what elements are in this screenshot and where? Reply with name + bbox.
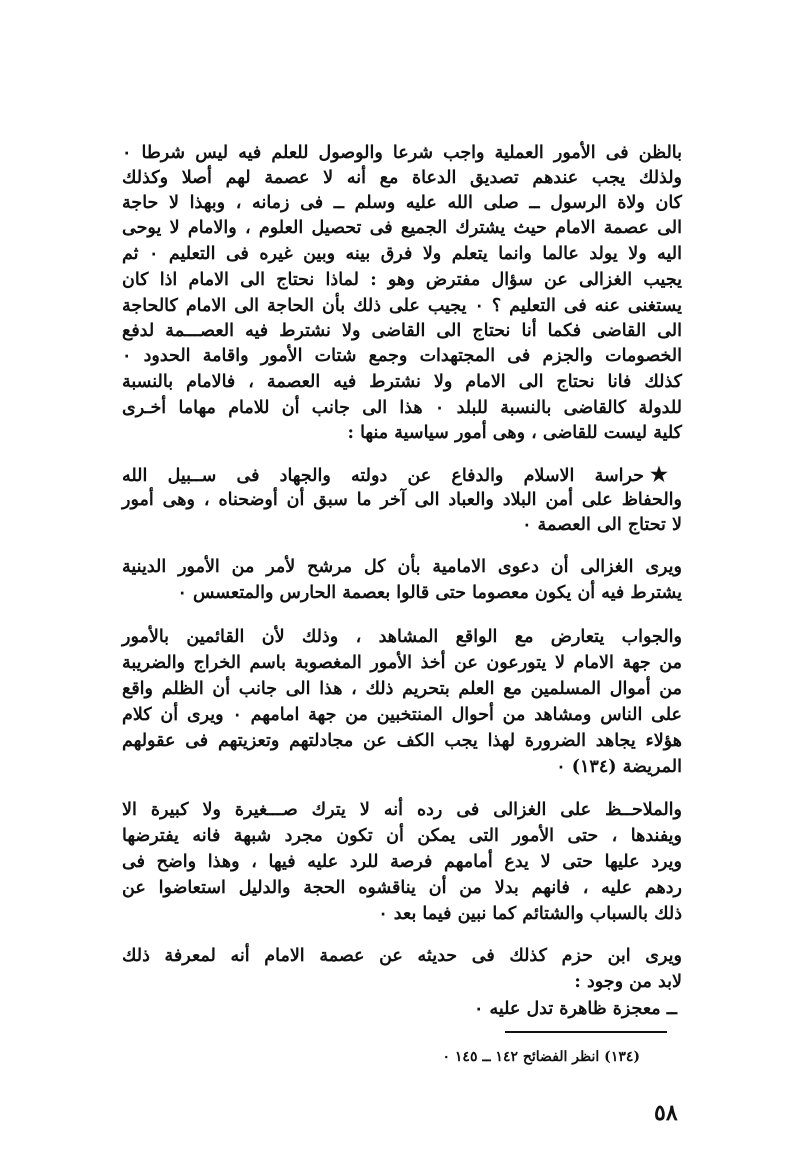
- text-line: الى القاضى فكما أنا نحتاج الى القاضى ولا نشترط فيه العصـــمة لدفع: [122, 321, 682, 341]
- text-line: بالظن فى الأمور العملية واجب شرعا والوصول للعلم فيه ليس شرطا ٠: [122, 143, 682, 163]
- text-line: كذلك فانا نحتاج الى الامام ولا نشترط فيه العصمة ، فالامام بالنسبة: [122, 372, 682, 392]
- text-line: للدولة كالقاضى بالنسبة للبلد ٠ هذا الى جانب أن للامام مهاما أخـرى: [122, 398, 682, 418]
- text-line: المريضة (١٣٤) ٠: [556, 757, 682, 777]
- list-item: ــ معجزة ظاهرة تدل عليه ٠: [473, 999, 677, 1019]
- text-line: من أموال المسلمين مع العلم بتحريم ذلك ، هذا الى جانب أن الظلم واقع: [122, 679, 682, 699]
- text-line: الخصومات والجزم فى المجتهدات وجمع شتات الأمور واقامة الحدود ٠: [122, 346, 682, 366]
- text-line: والجواب يتعارض مع الواقع المشاهد ، وذلك لأن القائمين بالأمور: [122, 627, 682, 647]
- text-line: كلية ليست للقاضى ، وهى أمور سياسية منها :: [347, 423, 682, 443]
- text-line: الى عصمة الامام حيث يشترك الجميع فى تحصيل العلوم ، والامام لا يوحى: [122, 218, 682, 238]
- text-line: كان ولاة الرسول ــ صلى الله عليه وسلم ــ فى زمانه ، وبهذا لا حاجة: [122, 193, 682, 213]
- star-paragraph-line: [122, 462, 682, 488]
- page-number: ٥٨: [654, 1100, 678, 1126]
- text-line: ولذلك يجب عندهم تصديق الدعاة مع أنه لا عصمة لهم أصلا وكذلك: [122, 168, 682, 188]
- text-line: من جهة الامام لا يتورعون عن أخذ الأمور المغصوبة باسم الخراج والضريبة: [122, 653, 682, 673]
- text-line: ذلك بالسباب والشتائم كما نبين فيما بعد ٠: [378, 904, 682, 924]
- text-line: يجيب الغزالى عن سؤال مفترض وهو : لماذا نحتاج الى الامام اذا كان: [122, 270, 682, 290]
- text-line: والملاحــظ على الغزالى فى رده أنه لا يترك صـــغيرة ولا كبيرة الا: [122, 800, 682, 820]
- text-line: هؤلاء يجاهد الضرورة لهذا يجب الكف عن مجادلتهم وتعزيتهم فى عقولهم: [122, 731, 682, 751]
- text-line: يشترط فيه أن يكون معصوما حتى قالوا بعصمة الحارس والمتعسس ٠: [177, 583, 682, 603]
- text-line: ويفندها ، حتى الأمور التى يمكن أن تكون مجرد شبهة فانه يفترضها: [122, 826, 682, 846]
- star-icon: ★: [649, 462, 682, 486]
- text-line: حراسة الاسلام والدفاع عن دولته والجهاد فى ســبيل الله: [122, 466, 644, 486]
- text-line: والحفاظ على أمن البلاد والعباد الى آخر ما سبق أن أوضحناه ، وهى أمور: [122, 490, 682, 510]
- footnote-divider: [505, 1031, 667, 1033]
- text-line: يستغنى عنه فى التعليم ؟ ٠ يجيب على ذلك بأن الحاجة الى الامام كالحاجة: [122, 296, 682, 316]
- text-line: اليه ولا يولد عالما وانما يتعلم ولا فرق بينه وبين غيره فى التعليم ٠ ثم: [122, 244, 682, 264]
- text-line: على الناس ومشاهد من أحوال المنتخبين من جهة امامهم ٠ ويرى أن كلام: [122, 705, 682, 725]
- text-line: لا تحتاج الى العصمة ٠: [522, 515, 682, 535]
- text-line: ردهم عليه ، فانهم بدلا من أن يناقشوه الحجة والدليل استعاضوا عن: [122, 878, 682, 898]
- text-line: ويرى ابن حزم كذلك فى حديثه عن عصمة الامام أنه لمعرفة ذلك: [122, 946, 682, 966]
- text-line: ويرد عليها حتى لا يدع أمامهم فرصة للرد عليه فيها ، وهذا واضح فى: [122, 852, 682, 872]
- text-line: لابد من وجود :: [574, 972, 682, 992]
- text-line: ويرى الغزالى أن دعوى الامامية بأن كل مرشح لأمر من الأمور الدينية: [122, 557, 682, 577]
- footnote: (١٣٤) انظر الفضائح ١٤٢ ــ ١٤٥ ٠: [442, 1049, 640, 1065]
